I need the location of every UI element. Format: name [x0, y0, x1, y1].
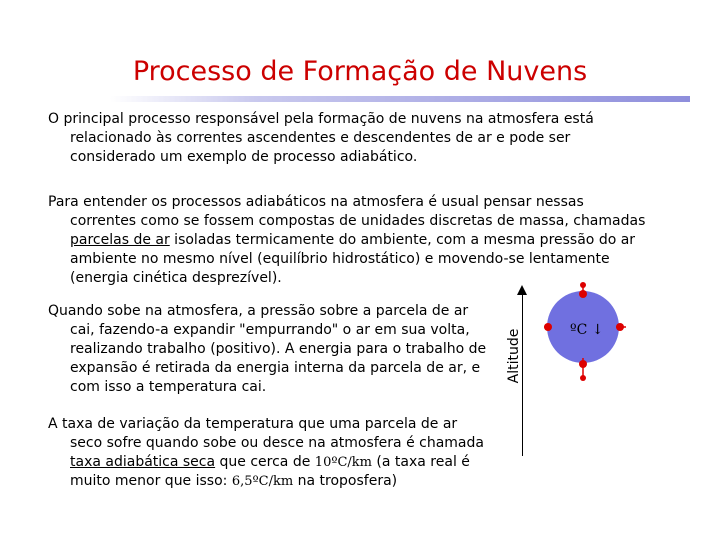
paragraph-lapse-rate-first: A taxa de variação da temperatura que uma parcela de ar	[48, 416, 458, 432]
term-parcelas-de-ar: parcelas de ar	[70, 232, 170, 248]
paragraph-parcels-text-b: isoladas termicamente do ambiente, com a mesma pressão do ar ambiente no mesmo nível (equilíbrio hidrostático) e movendo-se lentamente (energia cinética desprezível).	[70, 232, 636, 286]
altitude-axis-line	[522, 290, 523, 456]
lapse-text-a: seco sofre quando sobe ou desce na atmosfera é chamada	[70, 435, 484, 451]
paragraph-lapse-rate	[48, 415, 508, 491]
marker-bottom	[579, 360, 587, 368]
paragraph-expansion	[48, 302, 488, 397]
paragraph-parcels-rest	[48, 212, 668, 288]
paragraph-parcels-first: Para entender os processos adiabáticos na atmosfera é usual pensar nessas	[48, 194, 584, 210]
lapse-text-d: na troposfera)	[293, 473, 398, 489]
temperature-drop-label	[570, 322, 603, 338]
term-taxa-adiabatica-seca: taxa adiabática seca	[70, 454, 216, 470]
title-underline	[110, 96, 690, 102]
paragraph-expansion-first: Quando sobe na atmosfera, a pressão sobre a parcela de ar	[48, 303, 469, 319]
lapse-value-real: 6,5ºC/km	[231, 474, 294, 489]
altitude-axis-label: Altitude	[506, 328, 522, 384]
lapse-value-dry: 10ºC/km	[314, 455, 372, 470]
lapse-text-c: (a taxa real é muito menor que isso:	[70, 454, 470, 489]
marker-bottom-outer	[580, 375, 586, 381]
paragraph-parcels	[48, 193, 668, 288]
paragraph-parcels-text-a: correntes como se fossem compostas de unidades discretas de massa, chamadas	[70, 213, 646, 229]
paragraph-intro-first: O principal processo responsável pela formação de nuvens na atmosfera está	[48, 111, 594, 127]
marker-top-outer	[580, 282, 586, 288]
marker-right	[616, 323, 624, 331]
down-arrow-icon: ↓	[591, 322, 604, 338]
paragraph-intro	[48, 110, 648, 167]
marker-left	[544, 323, 552, 331]
marker-top	[579, 290, 587, 298]
paragraph-intro-rest: relacionado às correntes ascendentes e descendentes de ar e pode ser considerado um exemplo de processo adiabático.	[70, 130, 571, 165]
paragraph-lapse-rate-rest	[48, 434, 508, 491]
temperature-unit: ºC	[570, 322, 588, 338]
paragraph-expansion-rest: cai, fazendo-a expandir "empurrando" o ar em sua volta, realizando trabalho (positivo). A energia para o trabalho de expansão é retirada da energia interna da parcela de ar, e com isso a temperatura cai.	[70, 322, 487, 395]
page-title: Processo de Formação de Nuvens	[132, 56, 588, 87]
lapse-text-b: que cerca de	[215, 454, 315, 470]
